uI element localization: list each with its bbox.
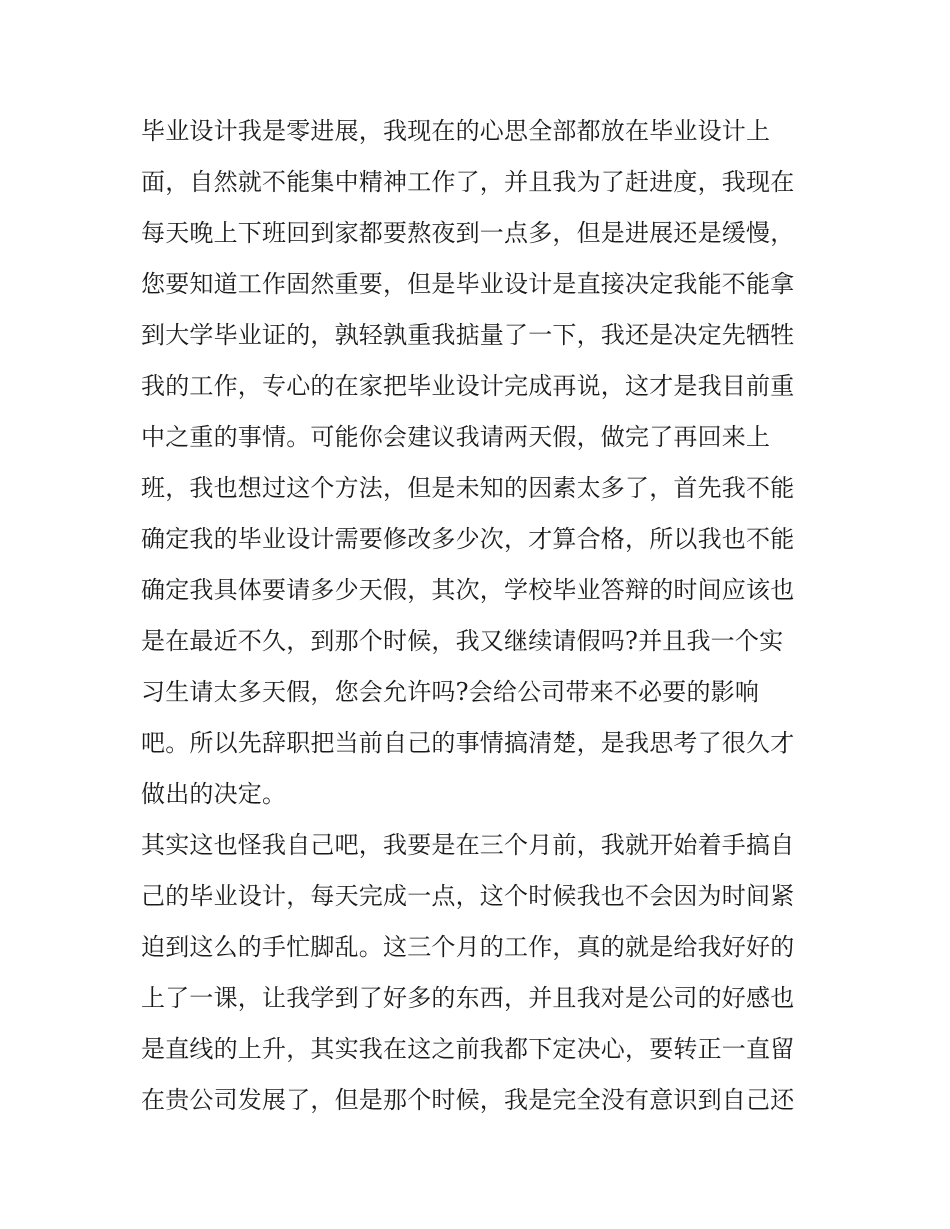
text-line: 其实这也怪我自己吧，我要是在三个月前，我就开始着手搞自 [141,831,795,859]
text-line: 是在最近不久，到那个时候，我又继续请假吗?并且我一个实 [141,627,784,655]
text-line: 迫到这么的手忙脚乱。这三个月的工作，真的就是给我好好的 [141,933,795,961]
text-line: 上了一课，让我学到了好多的东西，并且我对是公司的好感也 [141,984,795,1012]
text-line: 我的工作，专心的在家把毕业设计完成再说，这才是我目前重 [141,372,795,400]
text-line: 每天晚上下班回到家都要熬夜到一点多，但是进展还是缓慢， [141,219,795,247]
text-line: 您要知道工作固然重要，但是毕业设计是直接决定我能不能拿 [141,270,795,298]
text-line: 中之重的事情。可能你会建议我请两天假，做完了再回来上 [141,423,771,451]
text-line: 确定我具体要请多少天假，其次，学校毕业答辩的时间应该也 [141,576,795,604]
text-line: 确定我的毕业设计需要修改多少次，才算合格，所以我也不能 [141,525,795,553]
text-line: 毕业设计我是零进展，我现在的心思全部都放在毕业设计上 [141,117,771,145]
text-line: 做出的决定。 [141,780,287,808]
text-line: 己的毕业设计，每天完成一点，这个时候我也不会因为时间紧 [141,882,795,910]
body-text [141,106,841,1126]
text-line: 班，我也想过这个方法，但是未知的因素太多了，首先我不能 [141,474,795,502]
text-line: 到大学毕业证的，孰轻孰重我掂量了一下，我还是决定先牺牲 [141,321,795,349]
text-line: 吧。所以先辞职把当前自己的事情搞清楚，是我思考了很久才 [141,729,795,757]
text-line: 是直线的上升，其实我在这之前我都下定决心，要转正一直留 [141,1035,795,1063]
text-line: 习生请太多天假，您会允许吗?会给公司带来不必要的影响 [141,678,760,706]
text-line: 面，自然就不能集中精神工作了，并且我为了赶进度，我现在 [141,168,795,196]
text-line: 在贵公司发展了，但是那个时候，我是完全没有意识到自己还 [141,1086,795,1114]
